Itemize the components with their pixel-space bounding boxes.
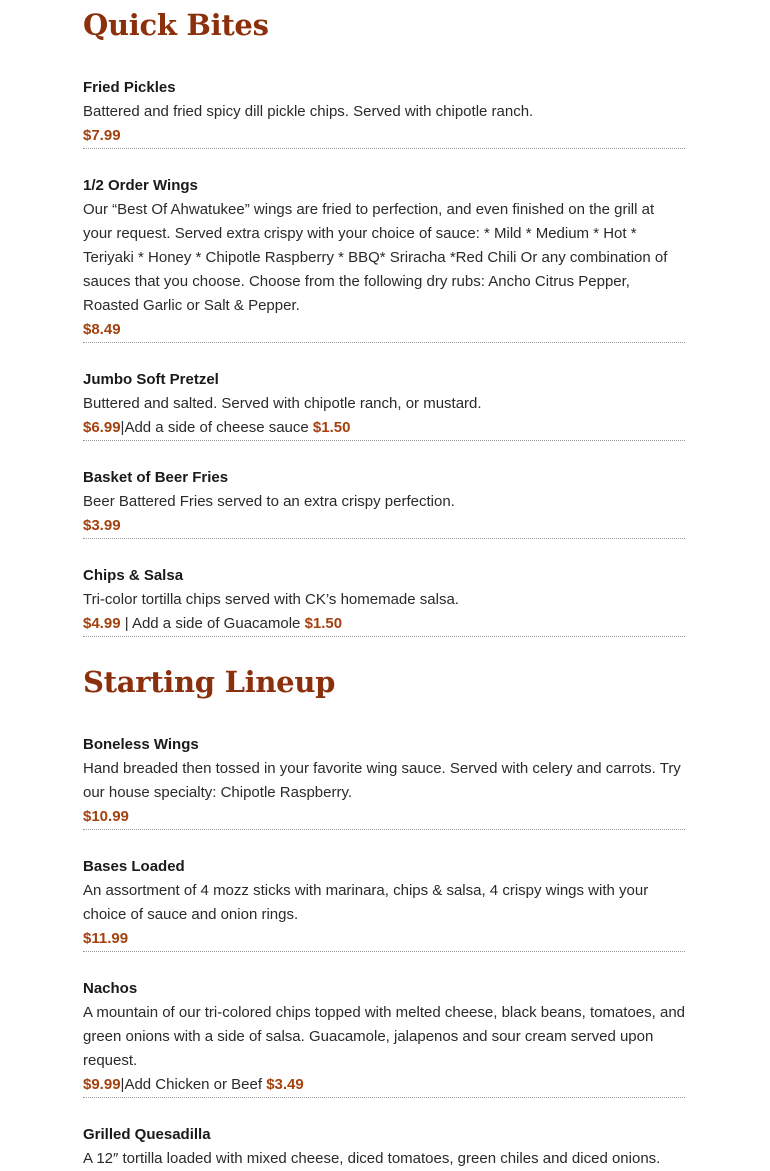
menu [83,7,685,1171]
addon-text: Add Chicken or Beef [124,1076,267,1093]
item-price: $7.99 [83,127,121,144]
item-name: Chips & Salsa [83,567,184,584]
menu-item-beer-fries [83,466,685,539]
addon-text: Add a side of cheese sauce [124,419,313,436]
item-name: Grilled Quesadilla [83,1126,211,1143]
menu-item-half-order-wings [83,174,685,343]
item-name: 1/2 Order Wings [83,177,198,194]
price-line [83,805,685,829]
item-description: Hand breaded then tossed in your favorite wing sauce. Served with celery and carrots. Try our house specialty: Chipotle Raspberry. [83,760,681,801]
item-description: Tri-color tortilla chips served with CK’s homemade salsa. [83,591,459,608]
menu-item-nachos [83,977,685,1098]
item-name: Nachos [83,980,138,997]
menu-item-boneless-wings [83,733,685,830]
quick-bites-list [83,76,685,637]
price-separator: | [120,419,125,436]
price-line [83,514,685,538]
price-line [83,318,685,342]
menu-item-grilled-quesadilla [83,1123,685,1171]
item-name: Boneless Wings [83,736,199,753]
price-separator: | [120,1076,125,1093]
menu-item-jumbo-soft-pretzel [83,368,685,441]
price-line [83,416,685,440]
addon-price: $1.50 [312,419,351,436]
menu-item-chips-salsa [83,564,685,637]
item-description: Battered and fried spicy dill pickle chips. Served with chipotle ranch. [83,103,534,120]
addon-price: $1.50 [304,615,343,632]
item-description: An assortment of 4 mozz sticks with marinara, chips & salsa, 4 crispy wings with your choice of sauce and onion rings. [83,882,649,923]
item-name: Fried Pickles [83,79,176,96]
item-price: $9.99 [83,1076,121,1093]
item-description: Beer Battered Fries served to an extra crispy perfection. [83,493,455,510]
item-description: A 12″ tortilla loaded with mixed cheese, diced tomatoes, green chiles and diced onions. [83,1150,661,1167]
item-description: Our “Best Of Ahwatukee” wings are fried to perfection, and even finished on the grill at your request. Served extra crispy with your choice of sauce: * Mild * Medium * Hot * Teriyaki * Honey * Chipotle Raspberry * BBQ* Sriracha *Red Chili Or any combination of sauces that you choose. Choose from the following dry rubs: Ancho Citrus Pepper, Roasted Garlic or Salt & Pepper. [83,201,668,314]
addon-price: $3.49 [266,1076,304,1093]
item-name: Jumbo Soft Pretzel [83,371,219,388]
price-line [83,612,685,636]
starting-lineup-list [83,733,685,1171]
item-description: Buttered and salted. Served with chipotle ranch, or mustard. [83,395,482,412]
price-line [83,124,685,148]
item-price: $8.49 [83,321,121,338]
item-price: $6.99 [83,419,121,436]
item-price: $11.99 [83,930,129,947]
item-price: $4.99 [83,615,121,632]
price-separator: | [120,615,132,632]
item-price: $10.99 [83,808,129,825]
section-title-quick-bites: Quick Bites [83,8,269,42]
section-title-starting-lineup: Starting Lineup [83,665,336,699]
item-description: A mountain of our tri-colored chips topped with melted cheese, black beans, tomatoes, and green onions with a side of salsa. Guacamole, jalapenos and sour cream served upon request. [83,1004,686,1069]
item-name: Basket of Beer Fries [83,469,229,486]
addon-text: Add a side of Guacamole [131,615,305,632]
price-line [83,927,685,951]
menu-item-fried-pickles [83,76,685,149]
price-line [83,1073,685,1097]
item-price: $3.99 [83,517,121,534]
menu-item-bases-loaded [83,855,685,952]
item-name: Bases Loaded [83,858,185,875]
